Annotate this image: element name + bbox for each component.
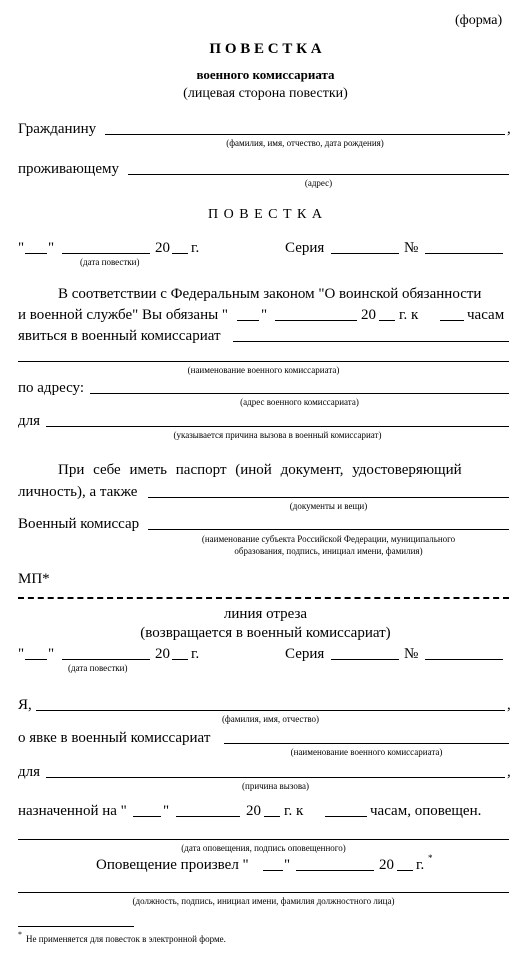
appear-quote-close: " — [261, 307, 268, 323]
form-side-note: (лицевая сторона повестки) — [183, 86, 348, 101]
purpose-caption: (указывается причина вызова в военный комиссариат) — [173, 430, 382, 440]
scheduled-year-suffix: г. к — [284, 803, 304, 819]
documents-line — [148, 497, 509, 498]
purpose2-comma: , — [507, 764, 511, 780]
scheduled-month-line — [176, 816, 240, 817]
purpose-line — [46, 426, 509, 427]
form-title-2: П О В Е С Т К А — [208, 207, 323, 222]
documents-paragraph-line-1: При себе иметь паспорт (иной документ, удостоверяющий — [58, 462, 462, 478]
commissariat-address-caption: (адрес военного комиссариата) — [240, 397, 359, 407]
commissar-caption-1: (наименование субъекта Российской Федерации, муниципального — [201, 534, 456, 544]
attendance-commissariat-caption: (наименование военного комиссариата) — [290, 747, 443, 757]
i-fio-line — [36, 710, 505, 711]
commissariat-caption: (наименование военного комиссариата) — [187, 365, 340, 375]
scheduled-year-prefix: 20 — [246, 803, 261, 819]
address-label: по адресу: — [18, 380, 85, 396]
notification-caption: (дата оповещения, подпись оповещенного) — [181, 843, 346, 853]
documents-caption: (документы и вещи) — [289, 501, 368, 511]
scheduled-hour-line — [325, 816, 367, 817]
appear-month-line — [275, 320, 357, 321]
number-label: № — [404, 240, 419, 256]
scheduled-label: назначенной на " — [18, 803, 127, 819]
series2-label: Серия — [285, 646, 325, 662]
commissar-label: Военный комиссар — [18, 516, 140, 532]
date2-caption: (дата повестки) — [68, 663, 128, 673]
purpose2-caption: (причина вызова) — [242, 781, 309, 791]
notifier-year-line — [397, 870, 413, 871]
commissar-caption-2: образования, подпись, инициал имени, фамилия) — [234, 546, 423, 556]
cut-return-note: (возвращается в военный комиссариат) — [140, 625, 391, 641]
appear-year-suffix: г. к — [399, 307, 419, 323]
date-year-line — [172, 253, 188, 254]
appear-hour-line — [440, 320, 464, 321]
series-label: Серия — [285, 240, 325, 256]
cut-line-label: линия отреза — [223, 606, 308, 622]
date2-year-line — [172, 659, 188, 660]
main-paragraph-line-2a: и военной службе" Вы обязаны " — [18, 307, 229, 323]
appear-day-line — [237, 320, 259, 321]
citizen-comma: , — [507, 121, 511, 137]
attendance-commissariat-line — [224, 743, 509, 744]
footnote-text: Не применяется для повесток в электронной форме. — [26, 934, 226, 944]
notifier-month-line — [296, 870, 374, 871]
scheduled-year-line — [264, 816, 280, 817]
scheduled-day-line — [133, 816, 161, 817]
commissariat-line-1 — [233, 341, 509, 342]
notifier-year-suffix: г. — [416, 857, 425, 873]
date-quote-close: " — [48, 240, 55, 256]
official-signature-line — [18, 892, 509, 893]
form-title: П О В Е С Т К А — [209, 41, 322, 57]
footnote-separator — [18, 926, 134, 927]
official-caption: (должность, подпись, инициал имени, фамилия должностного лица) — [132, 896, 395, 906]
appear-hours-label: часам — [467, 307, 505, 323]
citizen-label: Гражданину — [18, 121, 97, 137]
series2-line — [331, 659, 399, 660]
citizen-fio-caption: (фамилия, имя, отчество, дата рождения) — [226, 138, 384, 148]
stamp-place-label: МП* — [18, 571, 50, 587]
documents-paragraph-line-2: личность), а также — [18, 484, 138, 500]
date-year-prefix: 20 — [155, 240, 170, 256]
scheduled-quote-close: " — [163, 803, 170, 819]
date2-quote-open: " — [18, 646, 25, 662]
notifier-footnote-mark: * — [428, 853, 433, 863]
notification-signature-line — [18, 839, 509, 840]
main-paragraph-line-3: явиться в военный комиссариат — [18, 328, 221, 344]
date-day-line — [25, 253, 47, 254]
notifier-day-line — [263, 870, 283, 871]
commissar-signature-line — [148, 529, 509, 530]
scheduled-notified-label: часам, оповещен. — [370, 803, 482, 819]
number2-line — [425, 659, 503, 660]
footnote-mark: * — [18, 930, 22, 939]
appear-year-line — [379, 320, 395, 321]
number-line — [425, 253, 503, 254]
appear-year-prefix: 20 — [361, 307, 376, 323]
purpose-label: для — [18, 413, 41, 429]
attendance-label: о явке в военный комиссариат — [18, 730, 211, 746]
i-label: Я, — [18, 697, 32, 713]
residing-address-caption: (адрес) — [304, 178, 333, 188]
residing-address-line — [128, 174, 509, 175]
citizen-fio-line — [105, 134, 505, 135]
form-subtitle: военного комиссариата — [196, 67, 335, 82]
form-label: (форма) — [455, 13, 503, 28]
notifier-label: Оповещение произвел " — [96, 857, 249, 873]
date2-month-line — [62, 659, 150, 660]
series-line — [331, 253, 399, 254]
residing-label: проживающему — [18, 161, 119, 177]
date2-year-suffix: г. — [191, 646, 200, 662]
date2-quote-close: " — [48, 646, 55, 662]
number2-label: № — [404, 646, 419, 662]
date-quote-open: " — [18, 240, 25, 256]
i-comma: , — [507, 697, 511, 713]
date-caption: (дата повестки) — [80, 257, 140, 267]
commissariat-line-2 — [18, 361, 509, 362]
purpose2-line — [46, 777, 505, 778]
cut-line — [18, 597, 509, 599]
main-paragraph-line-1: В соответствии с Федеральным законом "О воинской обязанности — [58, 286, 482, 302]
notifier-year-prefix: 20 — [379, 857, 394, 873]
date2-year-prefix: 20 — [155, 646, 170, 662]
date2-day-line — [25, 659, 47, 660]
commissariat-address-line — [90, 393, 509, 394]
purpose2-label: для — [18, 764, 41, 780]
date-month-line — [62, 253, 150, 254]
notifier-quote-close: " — [284, 857, 291, 873]
date-year-suffix: г. — [191, 240, 200, 256]
i-fio-caption: (фамилия, имя, отчество) — [221, 714, 320, 724]
